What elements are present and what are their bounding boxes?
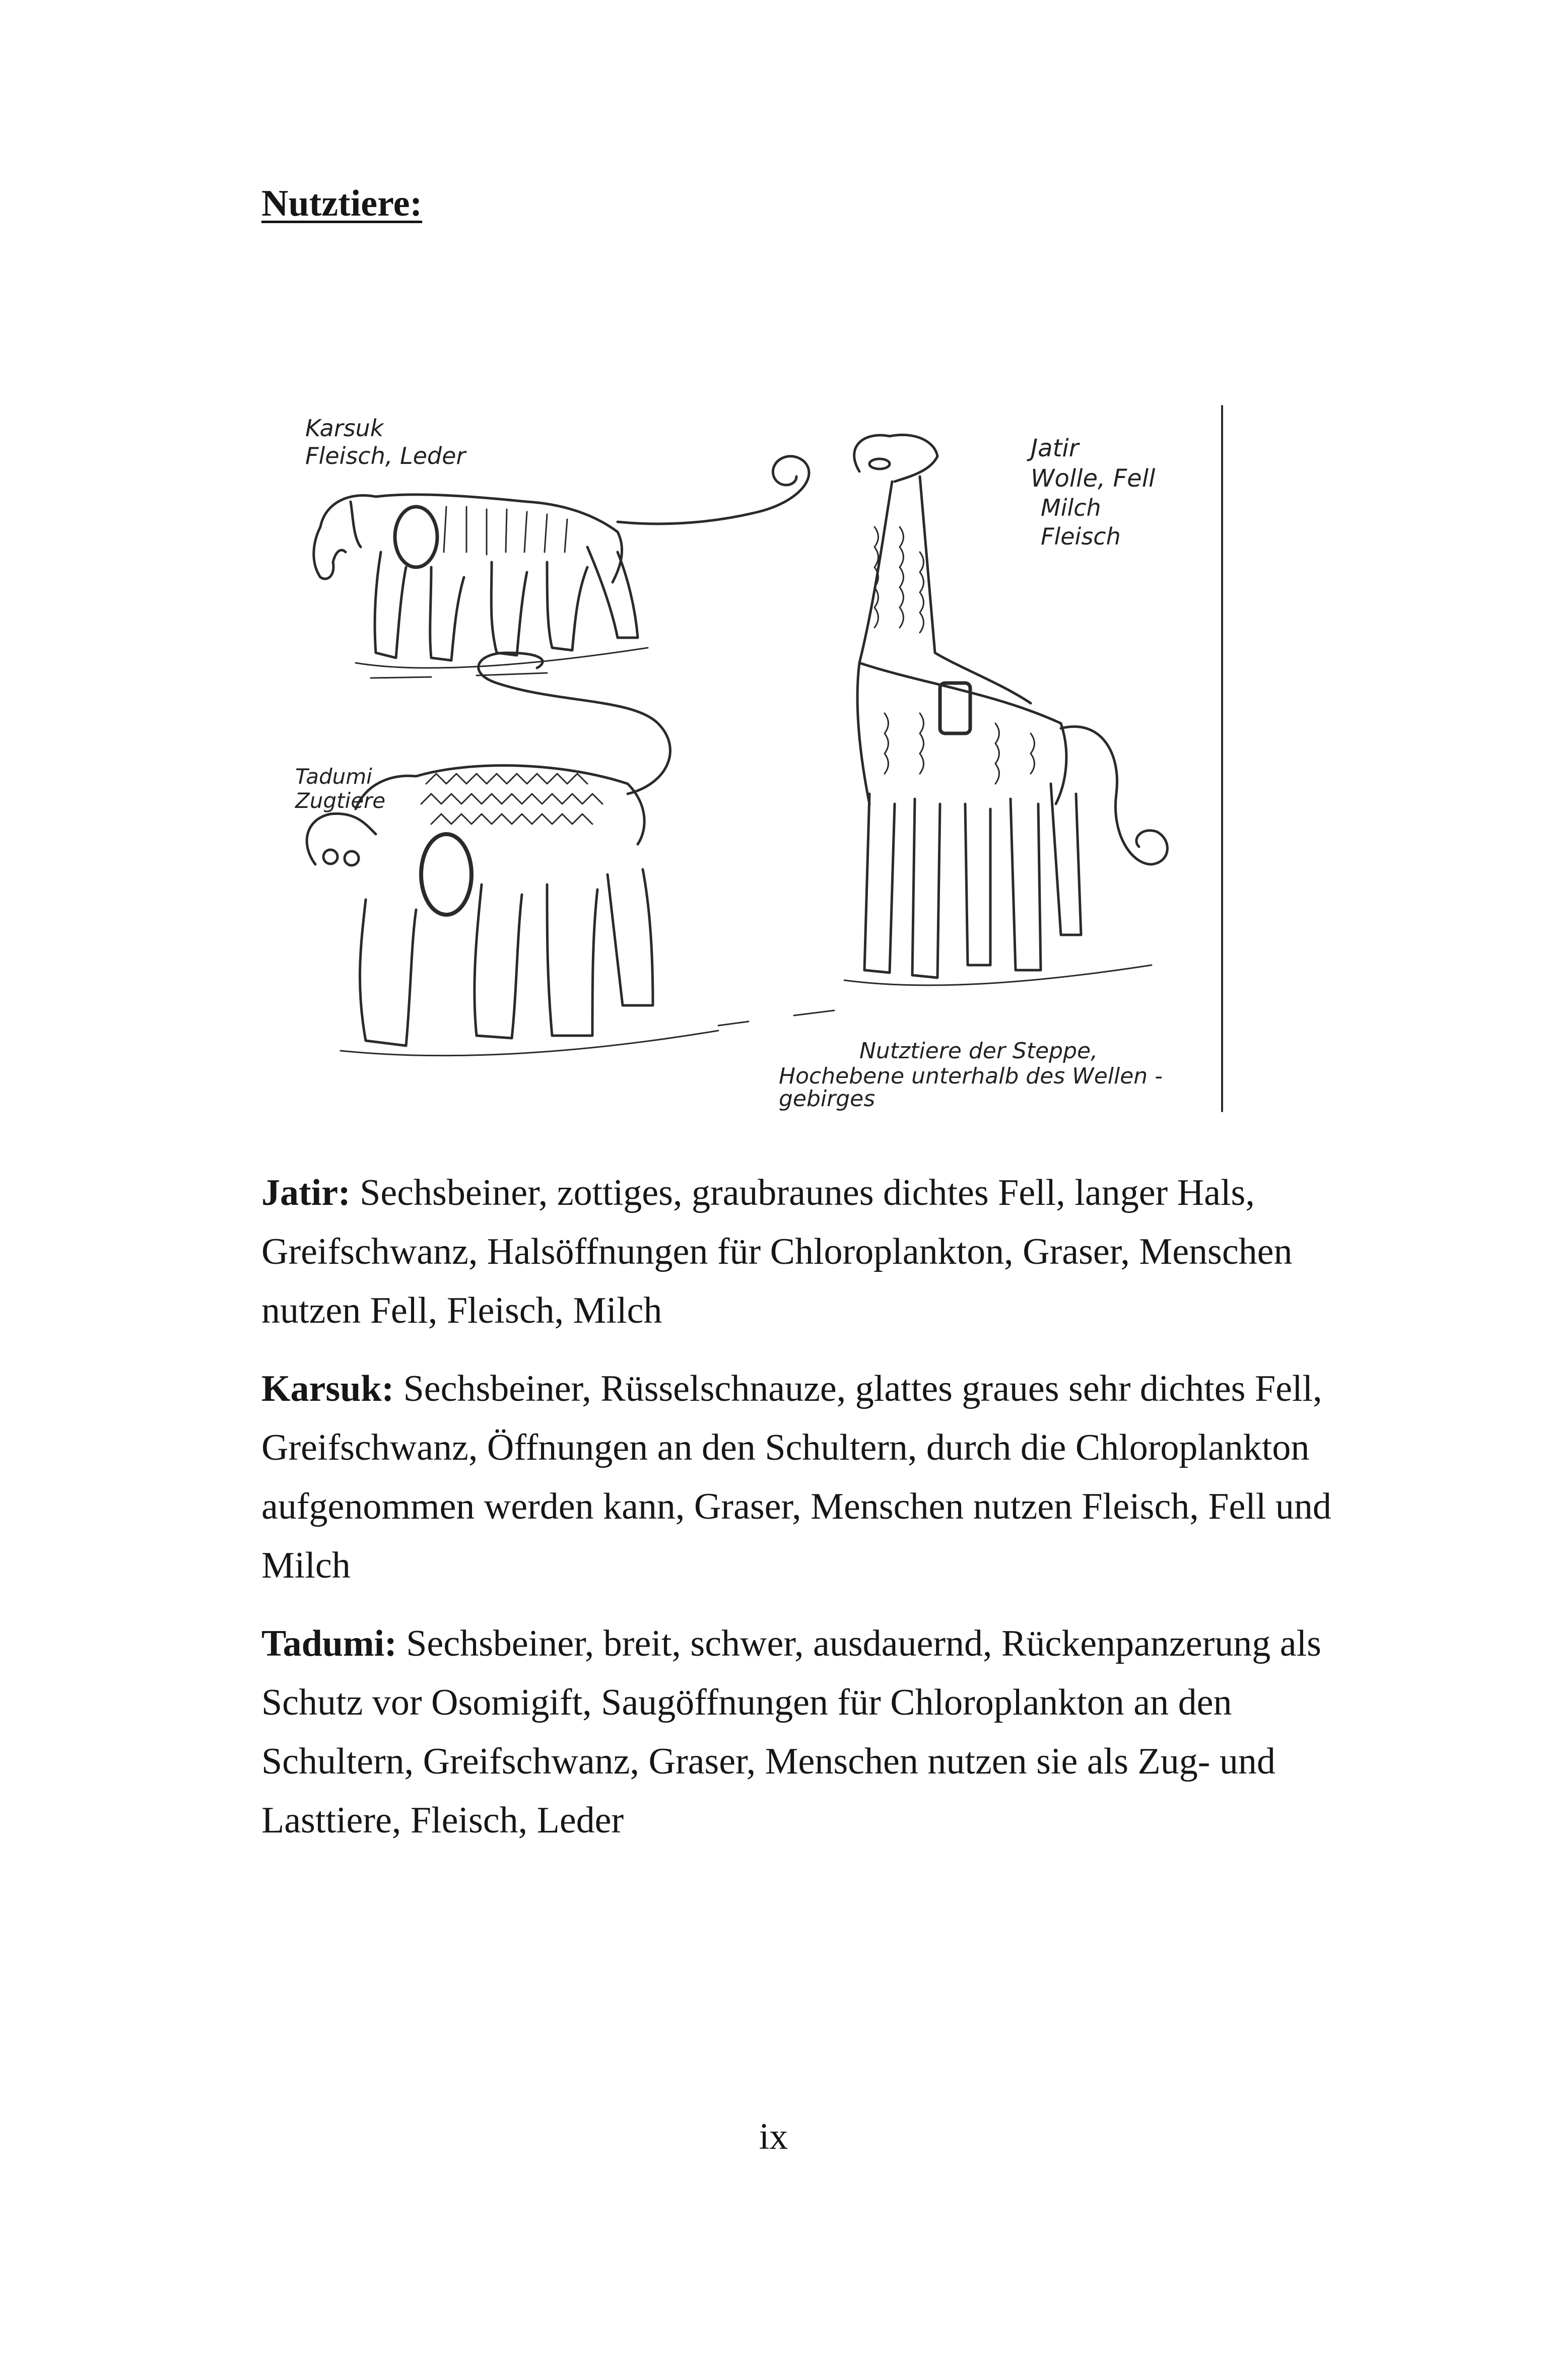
body-text (261, 1164, 1360, 1869)
karsuk-label-line1: Karsuk (305, 415, 384, 442)
page-number: ix (759, 2116, 788, 2157)
entry-term: Tadumi: (261, 1623, 397, 1664)
caption-line2: Hochebene unterhalb des Wellen - (779, 1063, 1163, 1089)
caption-line1: Nutztiere der Steppe, (859, 1038, 1098, 1064)
entry-tadumi (261, 1614, 1360, 1850)
jatir-label-line4: Fleisch (1041, 523, 1121, 550)
section-heading: Nutztiere: (261, 183, 423, 224)
entry-description: Sechsbeiner, breit, schwer, ausdauernd, Rückenpanzerung als Schutz vor Osomigift, Saugöffnungen für Chloroplankton an den Schultern, Greifschwanz, Graser, Menschen nutzen sie als Zug- und Lasttiere, Fleisch, Leder (261, 1623, 1321, 1841)
jatir-sketch (844, 435, 1167, 985)
caption-line3: gebirges (779, 1086, 876, 1112)
entry-term: Karsuk: (261, 1368, 394, 1409)
karsuk-label (305, 415, 467, 469)
jatir-label (1027, 434, 1156, 550)
entry-term: Jatir: (261, 1172, 351, 1213)
tadumi-label (295, 764, 385, 813)
figure-caption (779, 1038, 1163, 1112)
entry-karsuk (261, 1359, 1360, 1595)
jatir-label-line1: Jatir (1031, 434, 1079, 462)
tadumi-label-line1: Tadumi (295, 764, 372, 789)
entry-jatir (261, 1164, 1360, 1340)
jatir-label-line2: Wolle, Fell (1031, 464, 1156, 493)
tadumi-label-line2: Zugtiere (295, 788, 386, 813)
karsuk-sketch (314, 456, 809, 678)
jatir-label-line3: Milch (1041, 494, 1101, 521)
sketch-drawing (265, 401, 1227, 1116)
creature-illustration (265, 401, 1227, 1116)
tadumi-sketch (307, 653, 718, 1056)
karsuk-label-line2: Fleisch, Leder (305, 442, 466, 469)
entry-description: Sechsbeiner, zottiges, graubraunes dichtes Fell, langer Hals, Greifschwanz, Halsöffnungen für Chloroplankton, Graser, Menschen nutzen Fell, Fleisch, Milch (261, 1172, 1293, 1331)
entry-description: Sechsbeiner, Rüsselschnauze, glattes graues sehr dichtes Fell, Greifschwanz, Öffnungen an den Schultern, durch die Chloroplankton aufgenommen werden kann, Graser, Menschen nutzen Fleisch, Fell und Milch (261, 1368, 1331, 1586)
